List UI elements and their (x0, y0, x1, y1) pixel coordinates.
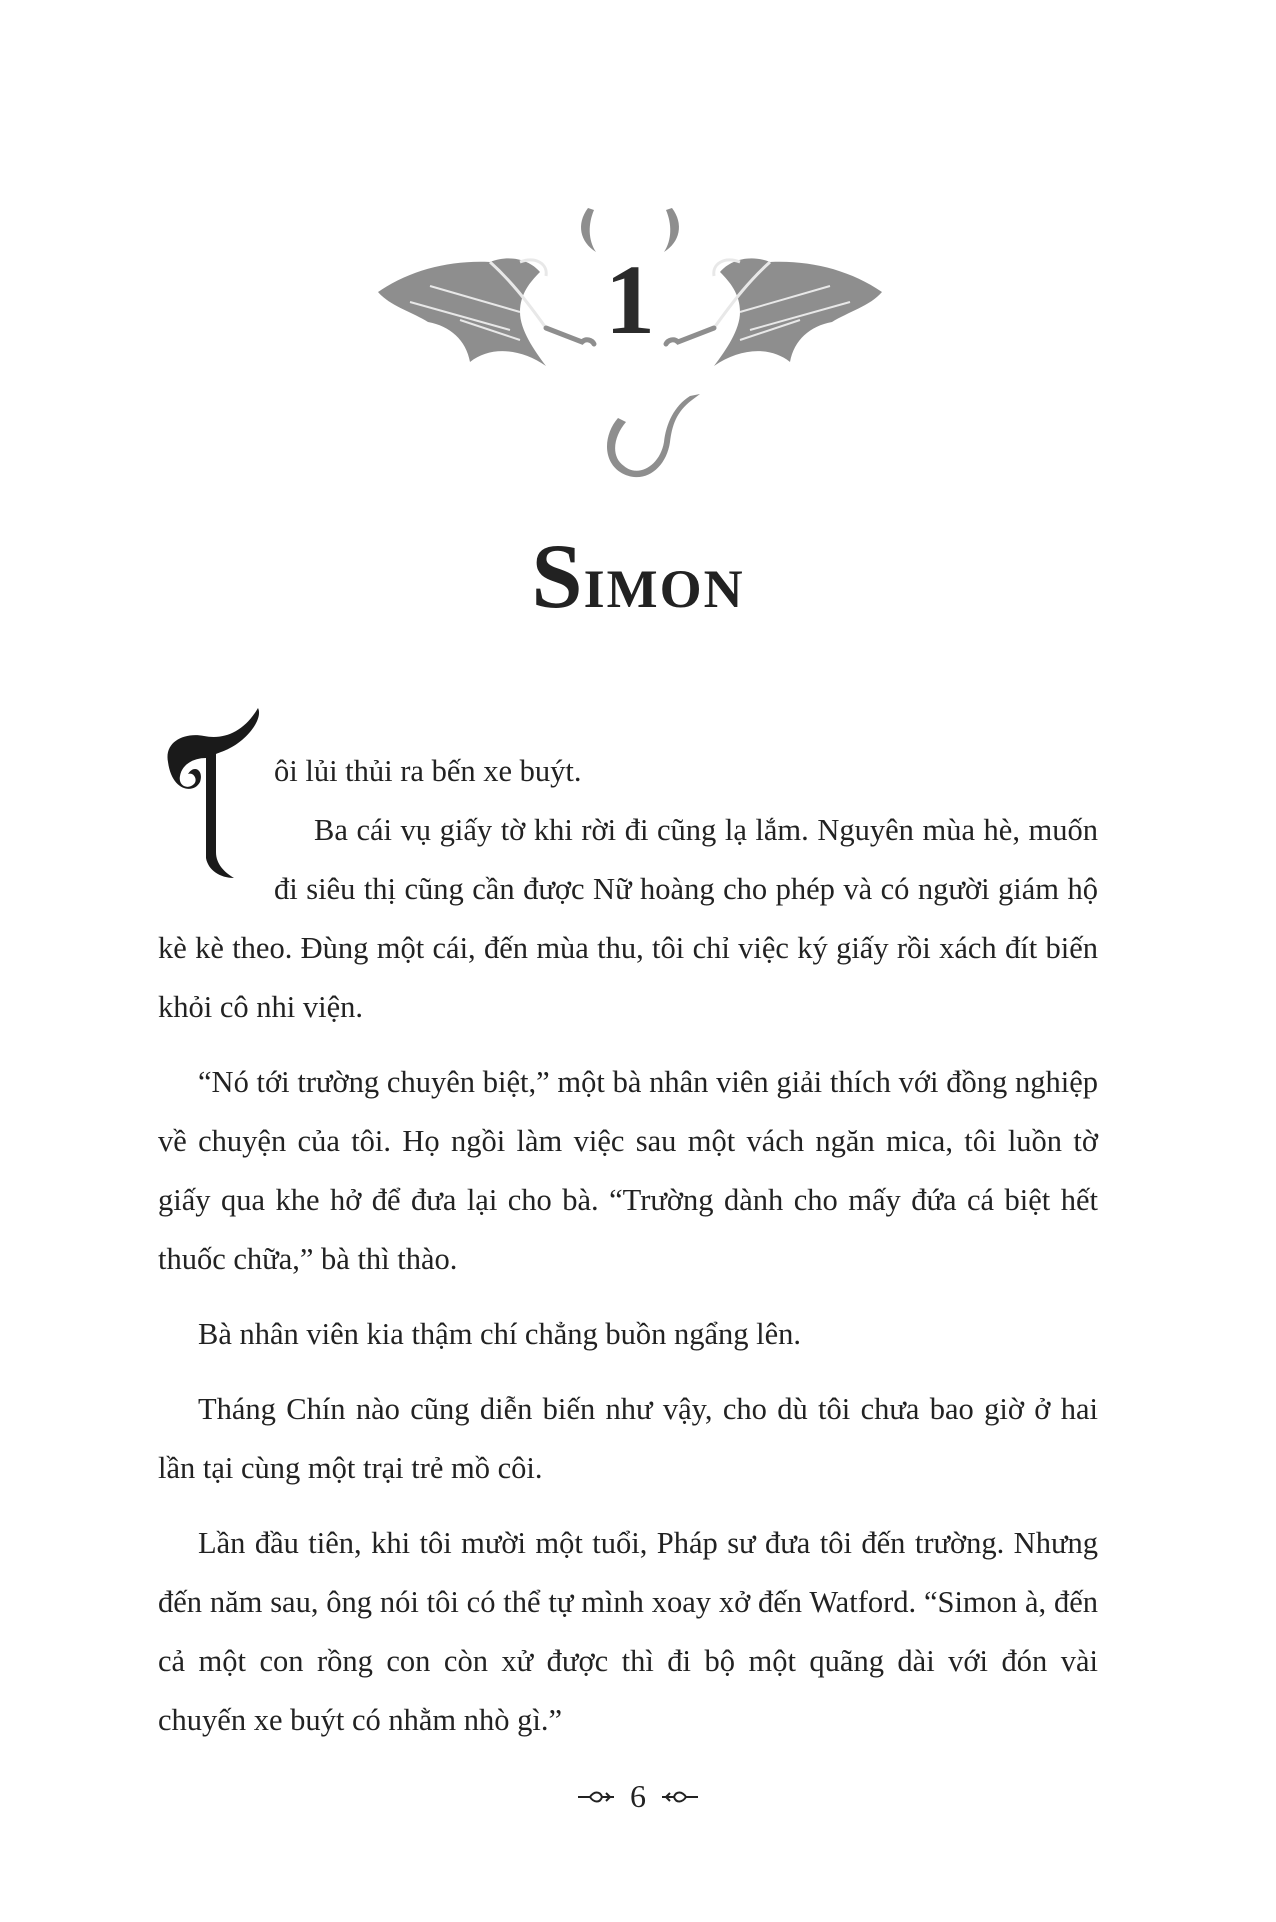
chapter-number: 1 (605, 244, 655, 355)
tail-icon (607, 394, 700, 477)
paragraph-2: Ba cái vụ giấy tờ khi rời đi cũng lạ lắm. Nguyên mùa hè, muốn đi siêu thị cũng cần được Nữ hoàng cho phép và có người giám hộ kè kè theo. Đùng một cái, đến mùa thu, tôi chỉ việc ký giấy rồi xách đít biến khỏi cô nhi viện. (158, 813, 1098, 1024)
drop-cap (154, 702, 274, 872)
page-number-footer (0, 1775, 1276, 1815)
chapter-title-initial: S (531, 525, 584, 627)
paragraph-6: Lần đầu tiên, khi tôi mười một tuổi, Pháp sư đưa tôi đến trường. Nhưng đến năm sau, ông nói tôi có thể tự mình xoay xở đến Watford. “Simon à, đến cả một con rồng con còn xử được thì đi bộ một quãng dài với đón vài chuyến xe buýt có nhằm nhò gì.” (158, 1526, 1098, 1737)
left-ornament-icon (576, 1788, 616, 1806)
chapter-title (0, 525, 1276, 627)
chapter-title-rest: IMON (583, 559, 745, 619)
paragraph-4: Bà nhân viên kia thậm chí chẳng buồn ngẩng lên. (198, 1317, 802, 1351)
left-horn-icon (581, 208, 596, 252)
paragraph-5: Tháng Chín nào cũng diễn biến như vậy, cho dù tôi chưa bao giờ ở hai lần tại cùng một trại trẻ mồ côi. (158, 1392, 1098, 1485)
right-ornament-icon (660, 1788, 700, 1806)
page-number: 6 (630, 1778, 646, 1815)
paragraph-1: ôi lủi thủi ra bến xe buýt. (274, 754, 582, 788)
paragraph-3: “Nó tới trường chuyên biệt,” một bà nhân viên giải thích với đồng nghiệp về chuyện của tôi. Họ ngồi làm việc sau một vách ngăn mica, tôi luồn tờ giấy qua khe hở để đưa lại cho bà. “Trường dành cho mấy đứa cá biệt hết thuốc chữa,” bà thì thào. (158, 1065, 1098, 1276)
chapter-body (158, 742, 1098, 1766)
right-horn-icon (664, 208, 679, 252)
